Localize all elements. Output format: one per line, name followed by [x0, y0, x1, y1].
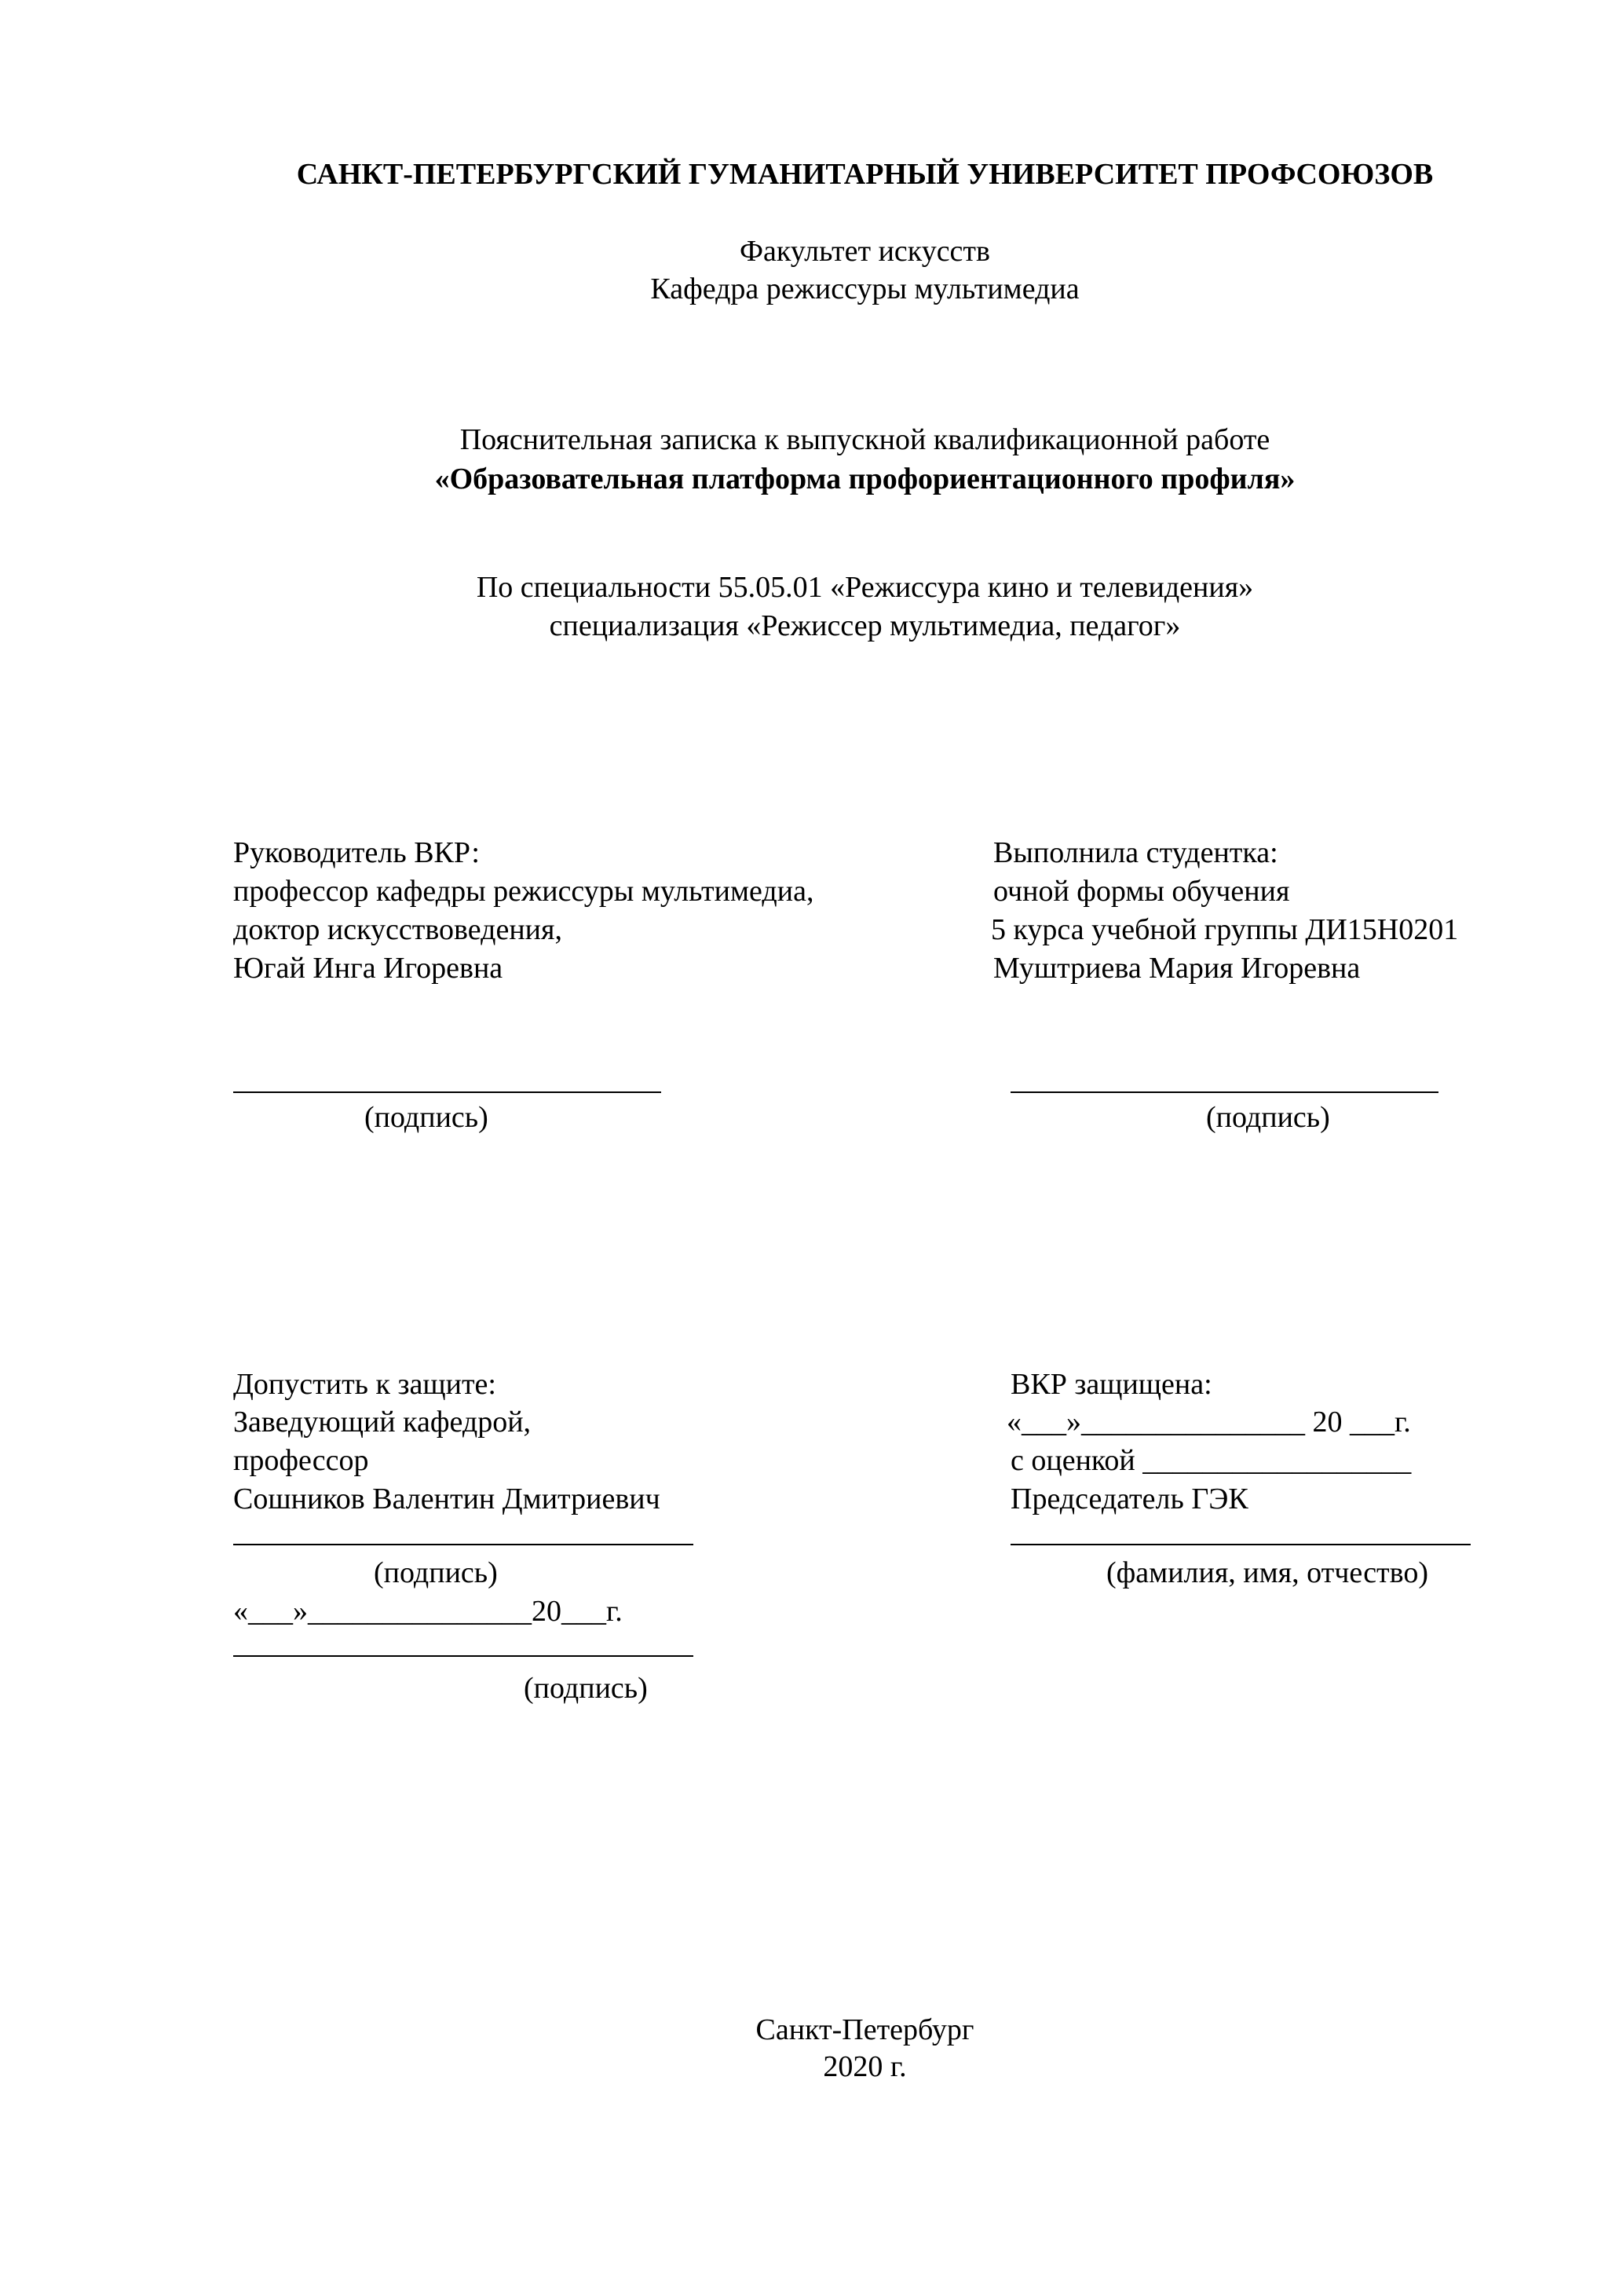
faculty: Факультет искусств	[740, 235, 990, 268]
admission-signature-caption: (подпись)	[374, 1556, 498, 1589]
supervisor-label: Руководитель ВКР:	[233, 836, 480, 869]
admission-name: Сошников Валентин Дмитриевич	[233, 1483, 660, 1515]
defense-name-line	[1011, 1544, 1471, 1545]
admission-label: Допустить к защите:	[233, 1368, 496, 1401]
city: Санкт-Петербург	[755, 2013, 974, 2046]
student-name: Муштриева Мария Игоревна	[993, 952, 1361, 985]
specialty: По специальности 55.05.01 «Режиссура кино и телевидения»	[476, 571, 1254, 604]
year: 2020 г.	[823, 2050, 907, 2083]
supervisor-position: профессор кафедры режиссуры мультимедиа,	[233, 875, 814, 908]
work-title: «Образовательная платформа профориентационного профиля»	[434, 462, 1296, 495]
admission-title: профессор	[233, 1444, 369, 1477]
department: Кафедра режиссуры мультимедиа	[650, 272, 1080, 305]
supervisor-name: Югай Инга Игоревна	[233, 952, 503, 985]
student-group: 5 курса учебной группы ДИ15Н0201	[991, 913, 1459, 946]
student-form: очной формы обучения	[993, 875, 1290, 908]
defense-grade-line: с оценкой __________________	[1011, 1444, 1412, 1477]
university-name: САНКТ-ПЕТЕРБУРГСКИЙ ГУМАНИТАРНЫЙ УНИВЕРСИТЕТ ПРОФСОЮЗОВ	[296, 158, 1434, 191]
admission-signature-caption-2: (подпись)	[524, 1672, 648, 1705]
defense-date-line: «___»_______________ 20 ___г.	[1007, 1406, 1411, 1439]
student-label: Выполнила студентка:	[993, 836, 1278, 869]
admission-date-line: «___»_______________20___г.	[233, 1595, 623, 1628]
specialization: специализация «Режиссер мультимедиа, педагог»	[549, 609, 1181, 642]
supervisor-degree: доктор искусствоведения,	[233, 913, 562, 946]
admission-signature-line	[233, 1544, 693, 1545]
defense-label: ВКР защищена:	[1011, 1368, 1212, 1401]
student-signature-line	[1011, 1091, 1438, 1093]
supervisor-signature-line	[233, 1091, 661, 1093]
admission-signature-line-2	[233, 1655, 693, 1657]
supervisor-signature-caption: (подпись)	[364, 1101, 488, 1134]
defense-name-caption: (фамилия, имя, отчество)	[1106, 1556, 1429, 1589]
defense-chair: Председатель ГЭК	[1011, 1483, 1248, 1515]
admission-role: Заведующий кафедрой,	[233, 1406, 532, 1439]
student-signature-caption: (подпись)	[1206, 1101, 1330, 1134]
work-type: Пояснительная записка к выпускной квалификационной работе	[459, 423, 1270, 456]
